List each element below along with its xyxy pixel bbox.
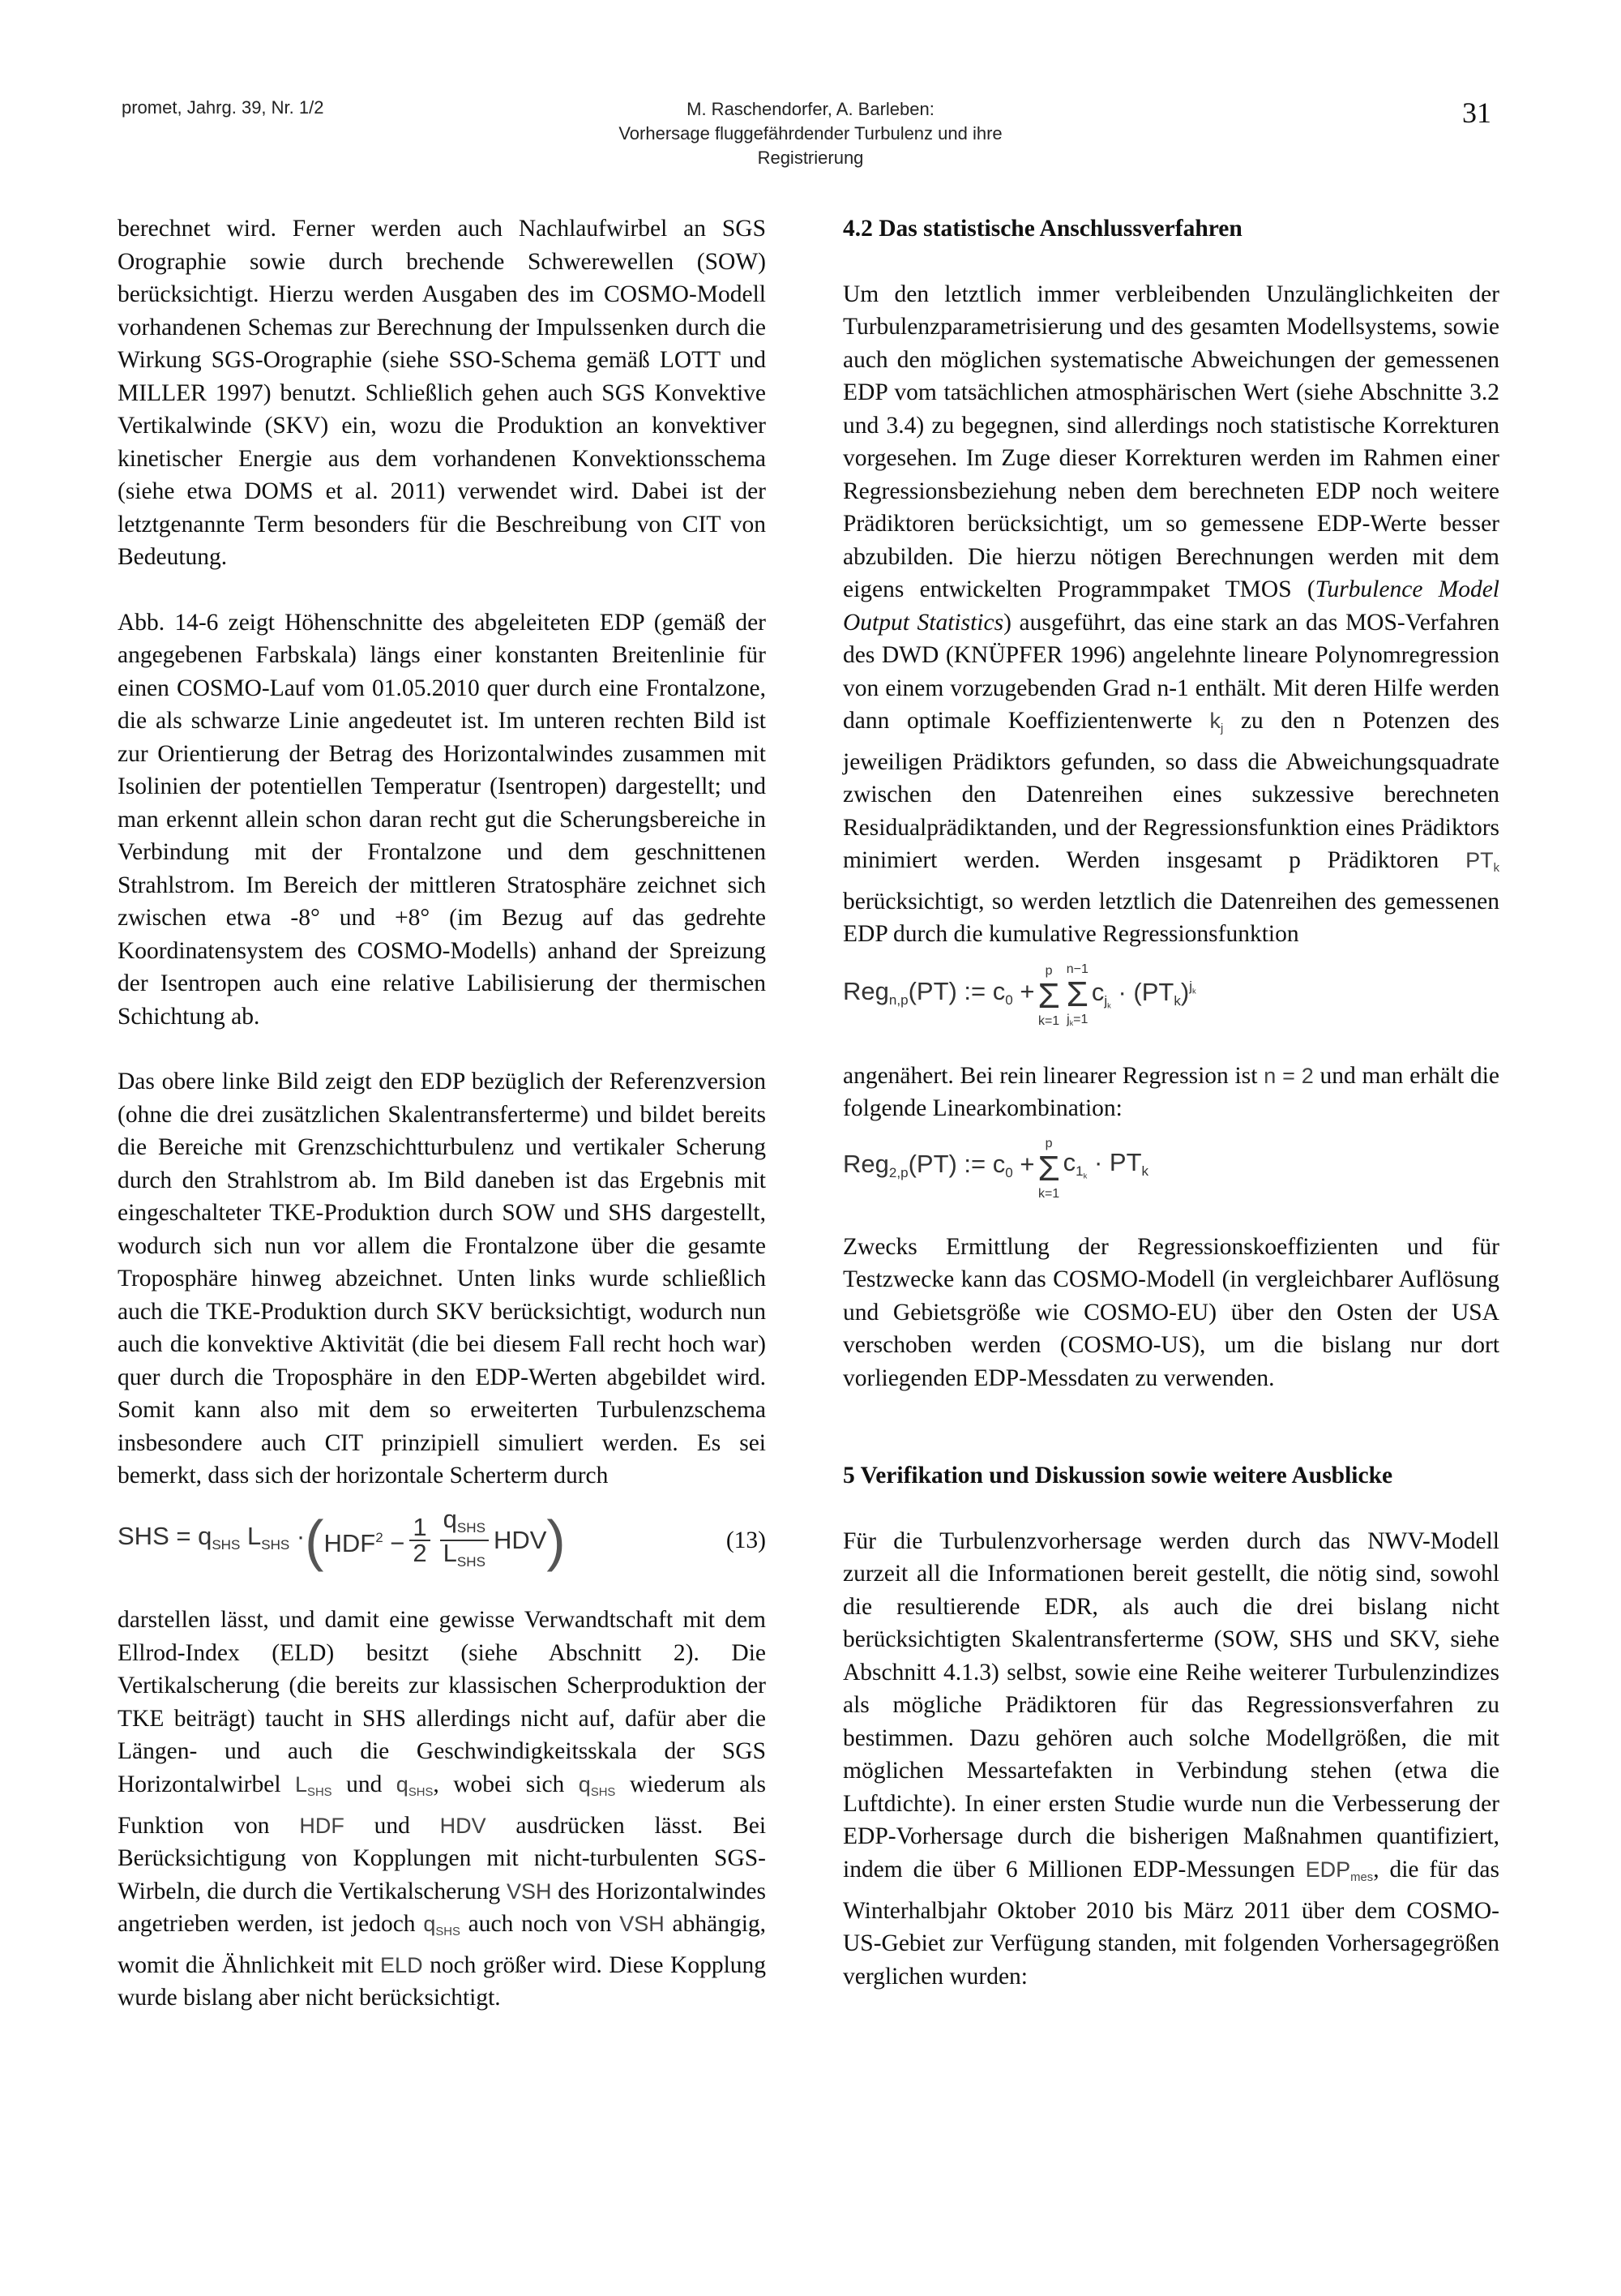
journal-header: promet, Jahrg. 39, Nr. 1/2 xyxy=(122,97,324,118)
paragraph: Zwecks Ermittlung der Regressionskoeffizienten und für Testzwecke kann das COSMO-Modell (in vergleichbarer Auflösung und Gebietsgröße wie COSMO-EU) über den Osten der USA verschoben werden (COSMO-US), um die bislang nur dort vorliegenden EDP-Messdaten zu verwenden. xyxy=(843,1233,1499,1391)
equation-regression-linear: Reg$_{2,p}$(PT) := $c_0$ + p Σ k=1 $c_{1_k} \cdot PT_k$ xyxy=(843,1136,1149,1201)
paragraph: darstellen lässt, und damit eine gewisse Verwandtschaft mit dem Ellrod-Index (ELD) besitzt (siehe Abschnitt 2). Die Vertikalscherung (die bereits zur klassischen Scherproduktion der TKE beiträgt) taucht in SHS allerdings nicht auf, dafür aber die Längen- und auch die Geschwindigkeitsskala der SGS Horizontalwirbel $L_{SHS}$ und $q_{SHS}$, wobei sich $q_{SHS}$ wiederum als Funktion von HDF und HDV ausdrücken lässt. Bei Berücksichtigung von Kopplungen mit nicht-turbulenten SGS-Wirbeln, die durch die Vertikalscherung VSH des Horizontalwindes angetrieben werden, ist jedoch $q_{SHS}$ auch noch von VSH abhängig, womit die Ähnlichkeit mit ELD noch größer wird. Diese Kopplung wurde bislang aber nicht berücksichtigt. xyxy=(118,1607,767,2011)
header-authors: M. Raschendorfer, A. Barleben: xyxy=(686,99,935,119)
equation-number: (13) xyxy=(725,1527,766,1554)
paragraph: Abb. 14-6 zeigt Höhenschnitte des abgeleiteten EDP (gemäß der angegebenen Farbskala) längs einer konstanten Breitenlinie für einen COSMO-Lauf vom 01.05.2010 quer durch eine Frontalzone, die als schwarze Linie angedeutet ist. Im unteren rechten Bild ist zur Orientierung der Betrag des Horizontalwindes zusammen mit Isolinien der potentiellen Temperatur (Isentropen) dargestellt; und man erkennt allein schon daran recht gut die Scherungsbereiche in Verbindung mit der Frontalzone und dem geschnittenen Strahlstrom. Im Bereich der mittleren Stratosphäre zeichnet sich zwischen etwa -8° und +8° (im Bezug auf das gedrehte Koordinatensystem des COSMO-Modells) anhand der Spreizung der Isentropen auch eine relative Labilisierung der thermischen Schichtung ab. xyxy=(118,609,766,1030)
page-number: 31 xyxy=(1462,96,1491,129)
section-heading: 5 Verifikation und Diskussion sowie weitere Ausblicke xyxy=(843,1463,1393,1489)
header-title: Vorhersage fluggefährdender Turbulenz und ihre Registrierung xyxy=(618,123,1003,168)
paragraph: angenähert. Bei rein linearer Regression ist n = 2 und man erhält die folgende Linearkombination: xyxy=(843,1062,1500,1122)
equation-13: SHS = $q_{SHS}$ $L_{SHS}$ · ( $HDF^2$ − $\frac{1}{2}$ $\frac{q_{SHS}}{L_{SHS}}$ HDV ) (13) xyxy=(118,1504,766,1573)
equation-regression-general: Reg$_{n,p}$(PT) := $c_0$ + p Σ k=1 n−1 Σ $j_k=1$ $c_{j_k} \cdot (PT_k)^{j_k}$ xyxy=(843,962,1196,1028)
left-column xyxy=(118,212,766,2047)
paragraph: berechnet wird. Ferner werden auch Nachlaufwirbel an SGS Orographie sowie durch brechende Schwerewellen (SOW) berücksichtigt. Hierzu werden Ausgaben des im COSMO-Modell vorhandenen Schemas zur Berechnung der Impulssenken durch die Wirkung SGS-Orographie (siehe SSO-Schema gemäß LOTT und MILLER 1997) benutzt. Schließlich gehen auch SGS Konvektive Vertikalwinde (SKV) ein, wozu die Produktion an konvektiver kinetischer Energie aus dem vorhandenen Konvektionsschema (siehe etwa DOMS et al. 2011) verwendet wird. Dabei ist der letztgenannte Term besonders für die Beschreibung von CIT von Bedeutung. xyxy=(118,216,766,570)
running-header xyxy=(567,97,1054,170)
right-column xyxy=(843,212,1499,2025)
paragraph: Für die Turbulenzvorhersage werden durch das NWV-Modell zurzeit all die Informationen bereit gestellt, die nötig sind, sowohl die resultierende EDR, als auch die drei bislang nicht berücksichtigten Skalentransferterme (SOW, SHS und SKV, siehe Abschnitt 4.1.3) selbst, sowie eine Reihe weiterer Turbulenzindizes als mögliche Prädiktoren für das Regressionsverfahren zu bestimmen. Dazu gehören auch solche Modellgrößen, die mit möglichen Messartefakten in Verbindung stehen (etwa die Luftdichte). In einer ersten Studie wurde nun die Verbesserung der EDP-Vorhersage durch die bisherigen Maßnahmen quantifiziert, indem die über 6 Millionen EDP-Messungen $EDP_{mes}$, die für das Winterhalbjahr Oktober 2010 bis März 2011 über dem COSMO-US-Gebiet zur Verfügung standen, mit folgenden Vorhersagegrößen verglichen wurden: xyxy=(843,1527,1500,1990)
paragraph: Um den letztlich immer verbleibenden Unzulänglichkeiten der Turbulenzparametrisierung und des gesamten Modellsystems, sowie auch den möglichen systematische Abweichungen der gemessenen EDP vom tatsächlichen atmosphärischen Wert (siehe Abschnitte 3.2 und 3.4) zu begegnen, sind allerdings noch statistische Korrekturen vorgesehen. Im Zuge dieser Korrekturen werden im Rahmen einer Regressionsbeziehung neben dem berechneten EDP noch weitere Prädiktoren berücksichtigt, um so gemessene EDP-Werte besser abzubilden. Die hierzu nötigen Berechnungen werden mit dem eigens entwickelten Programmpaket TMOS (Turbulence Model Output Statistics) ausgeführt, das eine stark an das MOS-Verfahren des DWD (KNÜPFER 1996) angelehnte lineare Polynomregression von einem vorzugebenden Grad n-1 enthält. Mit deren Hilfe werden dann optimale Koeffizientenwerte $k_j$ zu den n Potenzen des jeweiligen Prädiktors gefunden, so dass die Abweichungsquadrate zwischen den Datenreihen eines sukzessive berechneten Residualprädiktanden, und der Regressionsfunktion eines Prädiktors minimiert werden. Werden insgesamt p Prädiktoren $PT_k$ berücksichtigt, so werden letztlich die Datenreihen des gemessenen EDP durch die kumulative Regressionsfunktion xyxy=(843,281,1500,948)
paragraph: Das obere linke Bild zeigt den EDP bezüglich der Referenzversion (ohne die drei zusätzlichen Skalentransferterme) und bildet bereits die Bereiche mit Grenzschichtturbulenz und vertikaler Scherung durch den Strahlstrom ab. Im Bild daneben ist das Ergebnis mit eingeschalteter TKE-Produktion durch SOW und SHS dargestellt, wodurch sich nun vor allem die Frontalzone über die gesamte Troposphäre hinweg abzeichnet. Unten links wurde schließlich auch die TKE-Produktion durch SKV berücksichtigt, wodurch nun auch die konvektive Aktivität (die bei diesem Fall recht hoch war) quer durch die Troposphäre in den EDP-Werten abgebildet wird. Somit kann also mit dem so erweiterten Turbulenzschema insbesondere auch CIT prinzipiell simuliert werden. Es sei bemerkt, dass sich der horizontale Scherterm durch xyxy=(118,1069,766,1489)
section-heading: 4.2 Das statistische Anschlussverfahren xyxy=(843,216,1242,242)
